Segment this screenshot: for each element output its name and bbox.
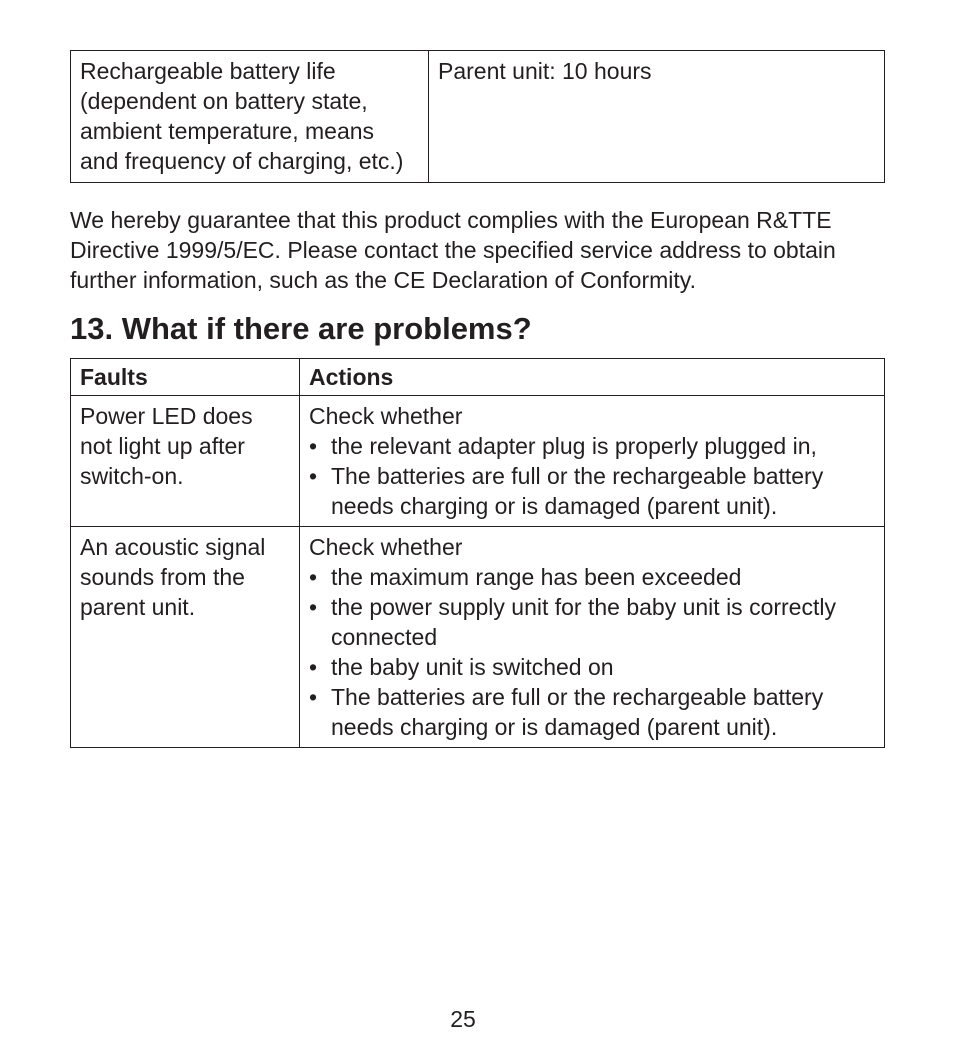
fault-line: sounds from the (80, 564, 245, 590)
section-heading: 13. What if there are problems? (70, 311, 532, 346)
table-header-row (71, 359, 885, 396)
item-line: the power supply unit for the baby unit is correctly (331, 594, 836, 620)
fault-cell (71, 527, 300, 748)
spec-value-cell: Parent unit: 10 hours (429, 51, 885, 183)
fault-cell (71, 396, 300, 527)
header-faults: Faults (71, 359, 300, 396)
table-row (71, 396, 885, 527)
spec-table (70, 50, 885, 183)
bullet-icon: • (309, 463, 318, 489)
list-item (309, 431, 875, 461)
bullet-icon: • (309, 433, 318, 459)
bullet-icon: • (309, 594, 318, 620)
spec-row (71, 51, 885, 183)
action-list (309, 562, 875, 742)
action-cell (300, 396, 885, 527)
list-item (309, 592, 875, 652)
action-list (309, 431, 875, 521)
intro-line: further information, such as the CE Declaration of Conformity. (70, 267, 696, 293)
list-item (309, 652, 875, 682)
action-cell (300, 527, 885, 748)
item-line: The batteries are full or the rechargeable battery (331, 684, 824, 710)
bullet-icon: • (309, 654, 318, 680)
fault-line: An acoustic signal (80, 534, 266, 560)
spec-label-line: and frequency of charging, etc.) (80, 148, 404, 174)
spec-label-line: Rechargeable battery life (80, 58, 336, 84)
table-row (71, 527, 885, 748)
intro-line: We hereby guarantee that this product complies with the European R&TTE (70, 207, 832, 233)
item-line: needs charging or is damaged (parent unit). (331, 493, 778, 519)
item-line: needs charging or is damaged (parent unit). (331, 714, 778, 740)
conformity-statement (70, 205, 885, 295)
item-line: connected (331, 624, 438, 650)
page-content (70, 50, 885, 748)
fault-line: parent unit. (80, 594, 196, 620)
fault-line: Power LED does (80, 403, 253, 429)
spec-label-line: (dependent on battery state, (80, 88, 368, 114)
item-line: the maximum range has been exceeded (331, 564, 742, 590)
item-line: the relevant adapter plug is properly plugged in, (331, 433, 817, 459)
bullet-icon: • (309, 564, 318, 590)
intro-line: Directive 1999/5/EC. Please contact the specified service address to obtain (70, 237, 836, 263)
item-line: the baby unit is switched on (331, 654, 614, 680)
page-number: 25 (450, 1006, 476, 1032)
action-intro: Check whether (309, 534, 463, 560)
list-item (309, 682, 875, 742)
list-item (309, 562, 875, 592)
troubleshooting-table (70, 358, 885, 748)
bullet-icon: • (309, 684, 318, 710)
fault-line: switch-on. (80, 463, 184, 489)
header-actions: Actions (300, 359, 885, 396)
spec-label-line: ambient temperature, means (80, 118, 375, 144)
spec-label-cell (71, 51, 429, 183)
item-line: The batteries are full or the rechargeable battery (331, 463, 824, 489)
list-item (309, 461, 875, 521)
action-intro: Check whether (309, 403, 463, 429)
fault-line: not light up after (80, 433, 245, 459)
